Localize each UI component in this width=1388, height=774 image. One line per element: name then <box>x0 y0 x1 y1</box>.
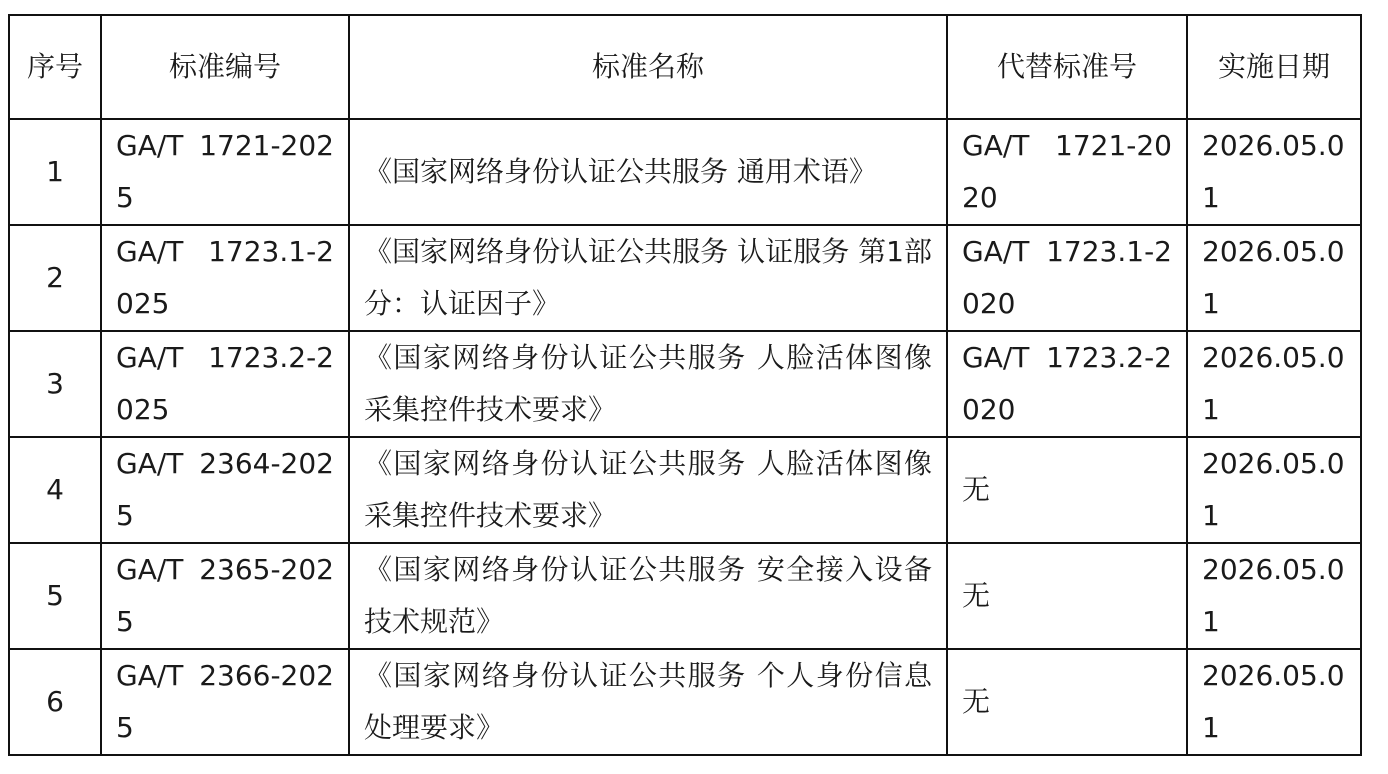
cell-serial-number: 6 <box>9 649 101 755</box>
cell-serial-number: 4 <box>9 437 101 543</box>
table-row <box>9 437 1361 543</box>
header-replaced-standard: 代替标准号 <box>947 15 1187 119</box>
cell-effective-date: 2026.05.01 <box>1187 331 1361 437</box>
header-standard-name: 标准名称 <box>349 15 947 119</box>
cell-standard-code: GA/T 2366-2025 <box>101 649 349 755</box>
cell-standard-name: 《国家网络身份认证公共服务 通用术语》 <box>349 119 947 225</box>
cell-replaced-standard: GA/T 1721-2020 <box>947 119 1187 225</box>
cell-standard-name: 《国家网络身份认证公共服务 认证服务 第1部分：认证因子》 <box>349 225 947 331</box>
cell-standard-code: GA/T 1721-2025 <box>101 119 349 225</box>
table-header-row <box>9 15 1361 119</box>
cell-replaced-standard: 无 <box>947 437 1187 543</box>
cell-standard-name: 《国家网络身份认证公共服务 个人身份信息处理要求》 <box>349 649 947 755</box>
cell-standard-code: GA/T 2365-2025 <box>101 543 349 649</box>
table-row <box>9 119 1361 225</box>
table-row <box>9 331 1361 437</box>
cell-effective-date: 2026.05.01 <box>1187 437 1361 543</box>
cell-effective-date: 2026.05.01 <box>1187 543 1361 649</box>
cell-effective-date: 2026.05.01 <box>1187 649 1361 755</box>
cell-replaced-standard: 无 <box>947 649 1187 755</box>
cell-serial-number: 2 <box>9 225 101 331</box>
cell-standard-name: 《国家网络身份认证公共服务 人脸活体图像采集控件技术要求》 <box>349 437 947 543</box>
cell-replaced-standard: GA/T 1723.1-2020 <box>947 225 1187 331</box>
cell-serial-number: 5 <box>9 543 101 649</box>
table-row <box>9 649 1361 755</box>
header-serial-number: 序号 <box>9 15 101 119</box>
cell-replaced-standard: 无 <box>947 543 1187 649</box>
cell-standard-code: GA/T 1723.1-2025 <box>101 225 349 331</box>
cell-serial-number: 3 <box>9 331 101 437</box>
cell-replaced-standard: GA/T 1723.2-2020 <box>947 331 1187 437</box>
cell-standard-code: GA/T 2364-2025 <box>101 437 349 543</box>
cell-effective-date: 2026.05.01 <box>1187 119 1361 225</box>
header-standard-code: 标准编号 <box>101 15 349 119</box>
standards-table <box>8 14 1362 756</box>
cell-standard-name: 《国家网络身份认证公共服务 人脸活体图像采集控件技术要求》 <box>349 331 947 437</box>
cell-serial-number: 1 <box>9 119 101 225</box>
cell-standard-name: 《国家网络身份认证公共服务 安全接入设备技术规范》 <box>349 543 947 649</box>
table-row <box>9 225 1361 331</box>
header-effective-date: 实施日期 <box>1187 15 1361 119</box>
cell-standard-code: GA/T 1723.2-2025 <box>101 331 349 437</box>
cell-effective-date: 2026.05.01 <box>1187 225 1361 331</box>
table-row <box>9 543 1361 649</box>
